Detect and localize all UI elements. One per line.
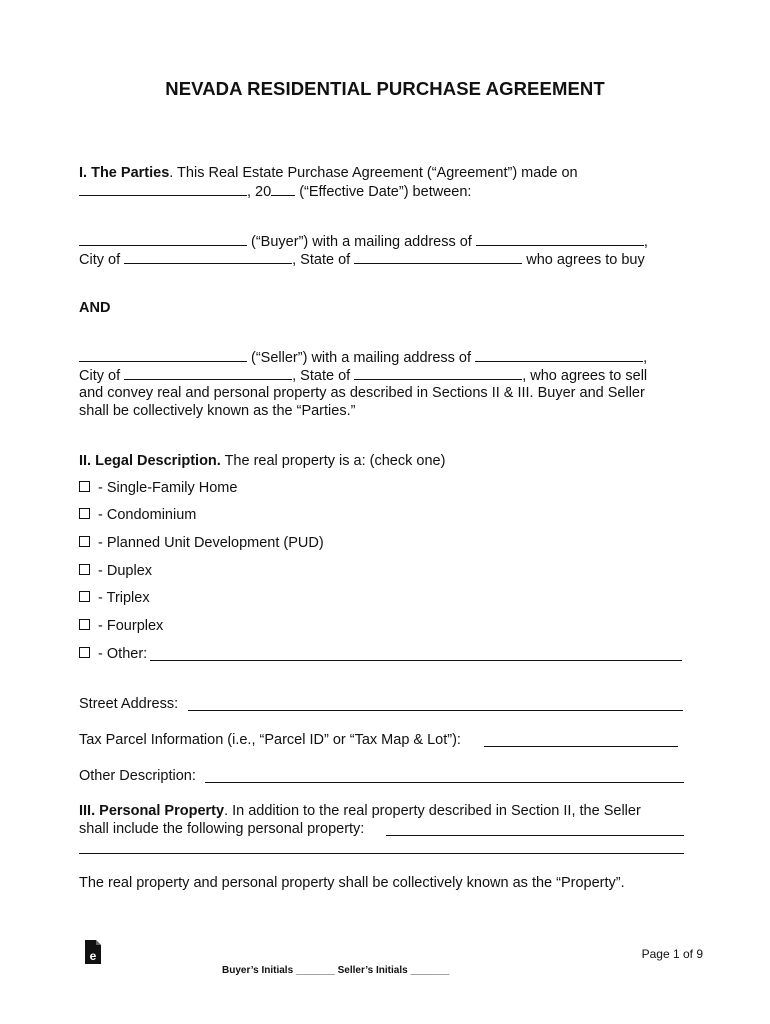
effective-date-text: (“Effective Date”) between: — [295, 184, 472, 200]
checkbox-icon[interactable] — [79, 647, 90, 658]
seller-city-blank[interactable] — [124, 366, 292, 380]
seller-name-blank[interactable] — [79, 348, 247, 362]
seller-label: (“Seller”) with a mailing address of — [247, 350, 476, 366]
buyer-agrees-text: who agrees to buy — [522, 252, 645, 268]
svg-text:e: e — [89, 949, 97, 963]
personal-property-blank-2[interactable] — [79, 853, 684, 854]
parties-intro-text: . This Real Estate Purchase Agreement (“Agreement”) made on — [169, 165, 578, 181]
option-triplex[interactable] — [79, 589, 150, 607]
personal-property-line-2: shall include the following personal property: — [79, 821, 365, 837]
page-number: Page 1 of 9 — [641, 947, 703, 961]
option-duplex[interactable] — [79, 562, 152, 580]
buyer-city-label: City of — [79, 252, 125, 268]
other-description-blank[interactable] — [205, 782, 684, 783]
buyer-name-blank[interactable] — [79, 232, 247, 246]
seller-line: (“Seller”) with a mailing address of , — [79, 348, 647, 367]
and-separator: AND — [79, 300, 111, 316]
option-label: - Triplex — [94, 590, 150, 606]
option-label: - Planned Unit Development (PUD) — [94, 535, 324, 551]
personal-intro: . In addition to the real property described in Section II, the Seller — [224, 803, 641, 819]
tax-parcel-label: Tax Parcel Information (i.e., “Parcel ID” or “Tax Map & Lot”): — [79, 732, 461, 748]
checkbox-icon[interactable] — [79, 536, 90, 547]
street-address-label: Street Address: — [79, 696, 179, 712]
initials-footer — [222, 965, 449, 976]
street-address-blank[interactable] — [188, 710, 683, 711]
buyer-initials-blank[interactable]: _______ — [293, 965, 338, 976]
year-blank[interactable] — [271, 182, 295, 196]
seller-initials-label: Seller’s Initials — [337, 965, 408, 976]
parties-line-2 — [79, 182, 471, 201]
option-condominium[interactable] — [79, 506, 196, 524]
year-prefix: , 20 — [247, 184, 272, 200]
option-label: - Duplex — [94, 563, 153, 579]
convey-text: and convey real and personal property as described in Sections II & III. Buyer and Seller — [79, 385, 645, 401]
seller-city-line — [79, 366, 647, 385]
parties-line-1 — [79, 164, 578, 182]
legal-description-line — [79, 452, 445, 470]
option-label: - Single-Family Home — [94, 480, 238, 496]
seller-state-blank[interactable] — [354, 366, 522, 380]
option-other[interactable] — [79, 645, 147, 663]
seller-city-label: City of — [79, 368, 125, 384]
buyer-address-blank[interactable] — [476, 232, 644, 246]
legal-heading: II. Legal Description. — [79, 453, 221, 469]
seller-agrees-text: , who agrees to sell — [522, 368, 648, 384]
parties-heading: I. The Parties — [79, 165, 170, 181]
collective-parties-text: shall be collectively known as the “Parties.” — [79, 403, 356, 419]
property-collective-text: The real property and personal property shall be collectively known as the “Property”. — [79, 875, 625, 891]
checkbox-icon[interactable] — [79, 508, 90, 519]
buyer-state-blank[interactable] — [354, 250, 522, 264]
checkbox-icon[interactable] — [79, 564, 90, 575]
checkbox-icon[interactable] — [79, 619, 90, 630]
buyer-line: (“Buyer”) with a mailing address of , — [79, 232, 648, 251]
esign-logo-icon — [84, 940, 102, 964]
option-label: - Fourplex — [94, 618, 164, 634]
buyer-state-label: , State of — [292, 252, 355, 268]
tax-parcel-blank[interactable] — [484, 746, 678, 747]
legal-intro: The real property is a: (check one) — [220, 453, 446, 469]
buyer-label: (“Buyer”) with a mailing address of — [247, 234, 476, 250]
option-label: - Other: — [94, 646, 148, 662]
seller-state-label: , State of — [292, 368, 355, 384]
option-fourplex[interactable] — [79, 617, 163, 635]
option-single-family[interactable] — [79, 479, 237, 497]
option-label: - Condominium — [94, 507, 197, 523]
effective-date-blank[interactable] — [79, 182, 247, 196]
personal-property-blank-1[interactable] — [386, 835, 684, 836]
checkbox-icon[interactable] — [79, 481, 90, 492]
other-description-label: Other Description: — [79, 768, 196, 784]
other-blank[interactable] — [150, 660, 682, 661]
personal-heading: III. Personal Property — [79, 803, 225, 819]
option-pud[interactable] — [79, 534, 324, 552]
document-title: NEVADA RESIDENTIAL PURCHASE AGREEMENT — [165, 78, 605, 99]
buyer-city-blank[interactable] — [124, 250, 292, 264]
seller-initials-blank[interactable]: _______ — [407, 965, 450, 976]
seller-address-blank[interactable] — [475, 348, 643, 362]
personal-property-line-1 — [79, 802, 641, 820]
checkbox-icon[interactable] — [79, 591, 90, 602]
buyer-city-line — [79, 250, 645, 269]
buyer-initials-label: Buyer’s Initials — [222, 965, 294, 976]
